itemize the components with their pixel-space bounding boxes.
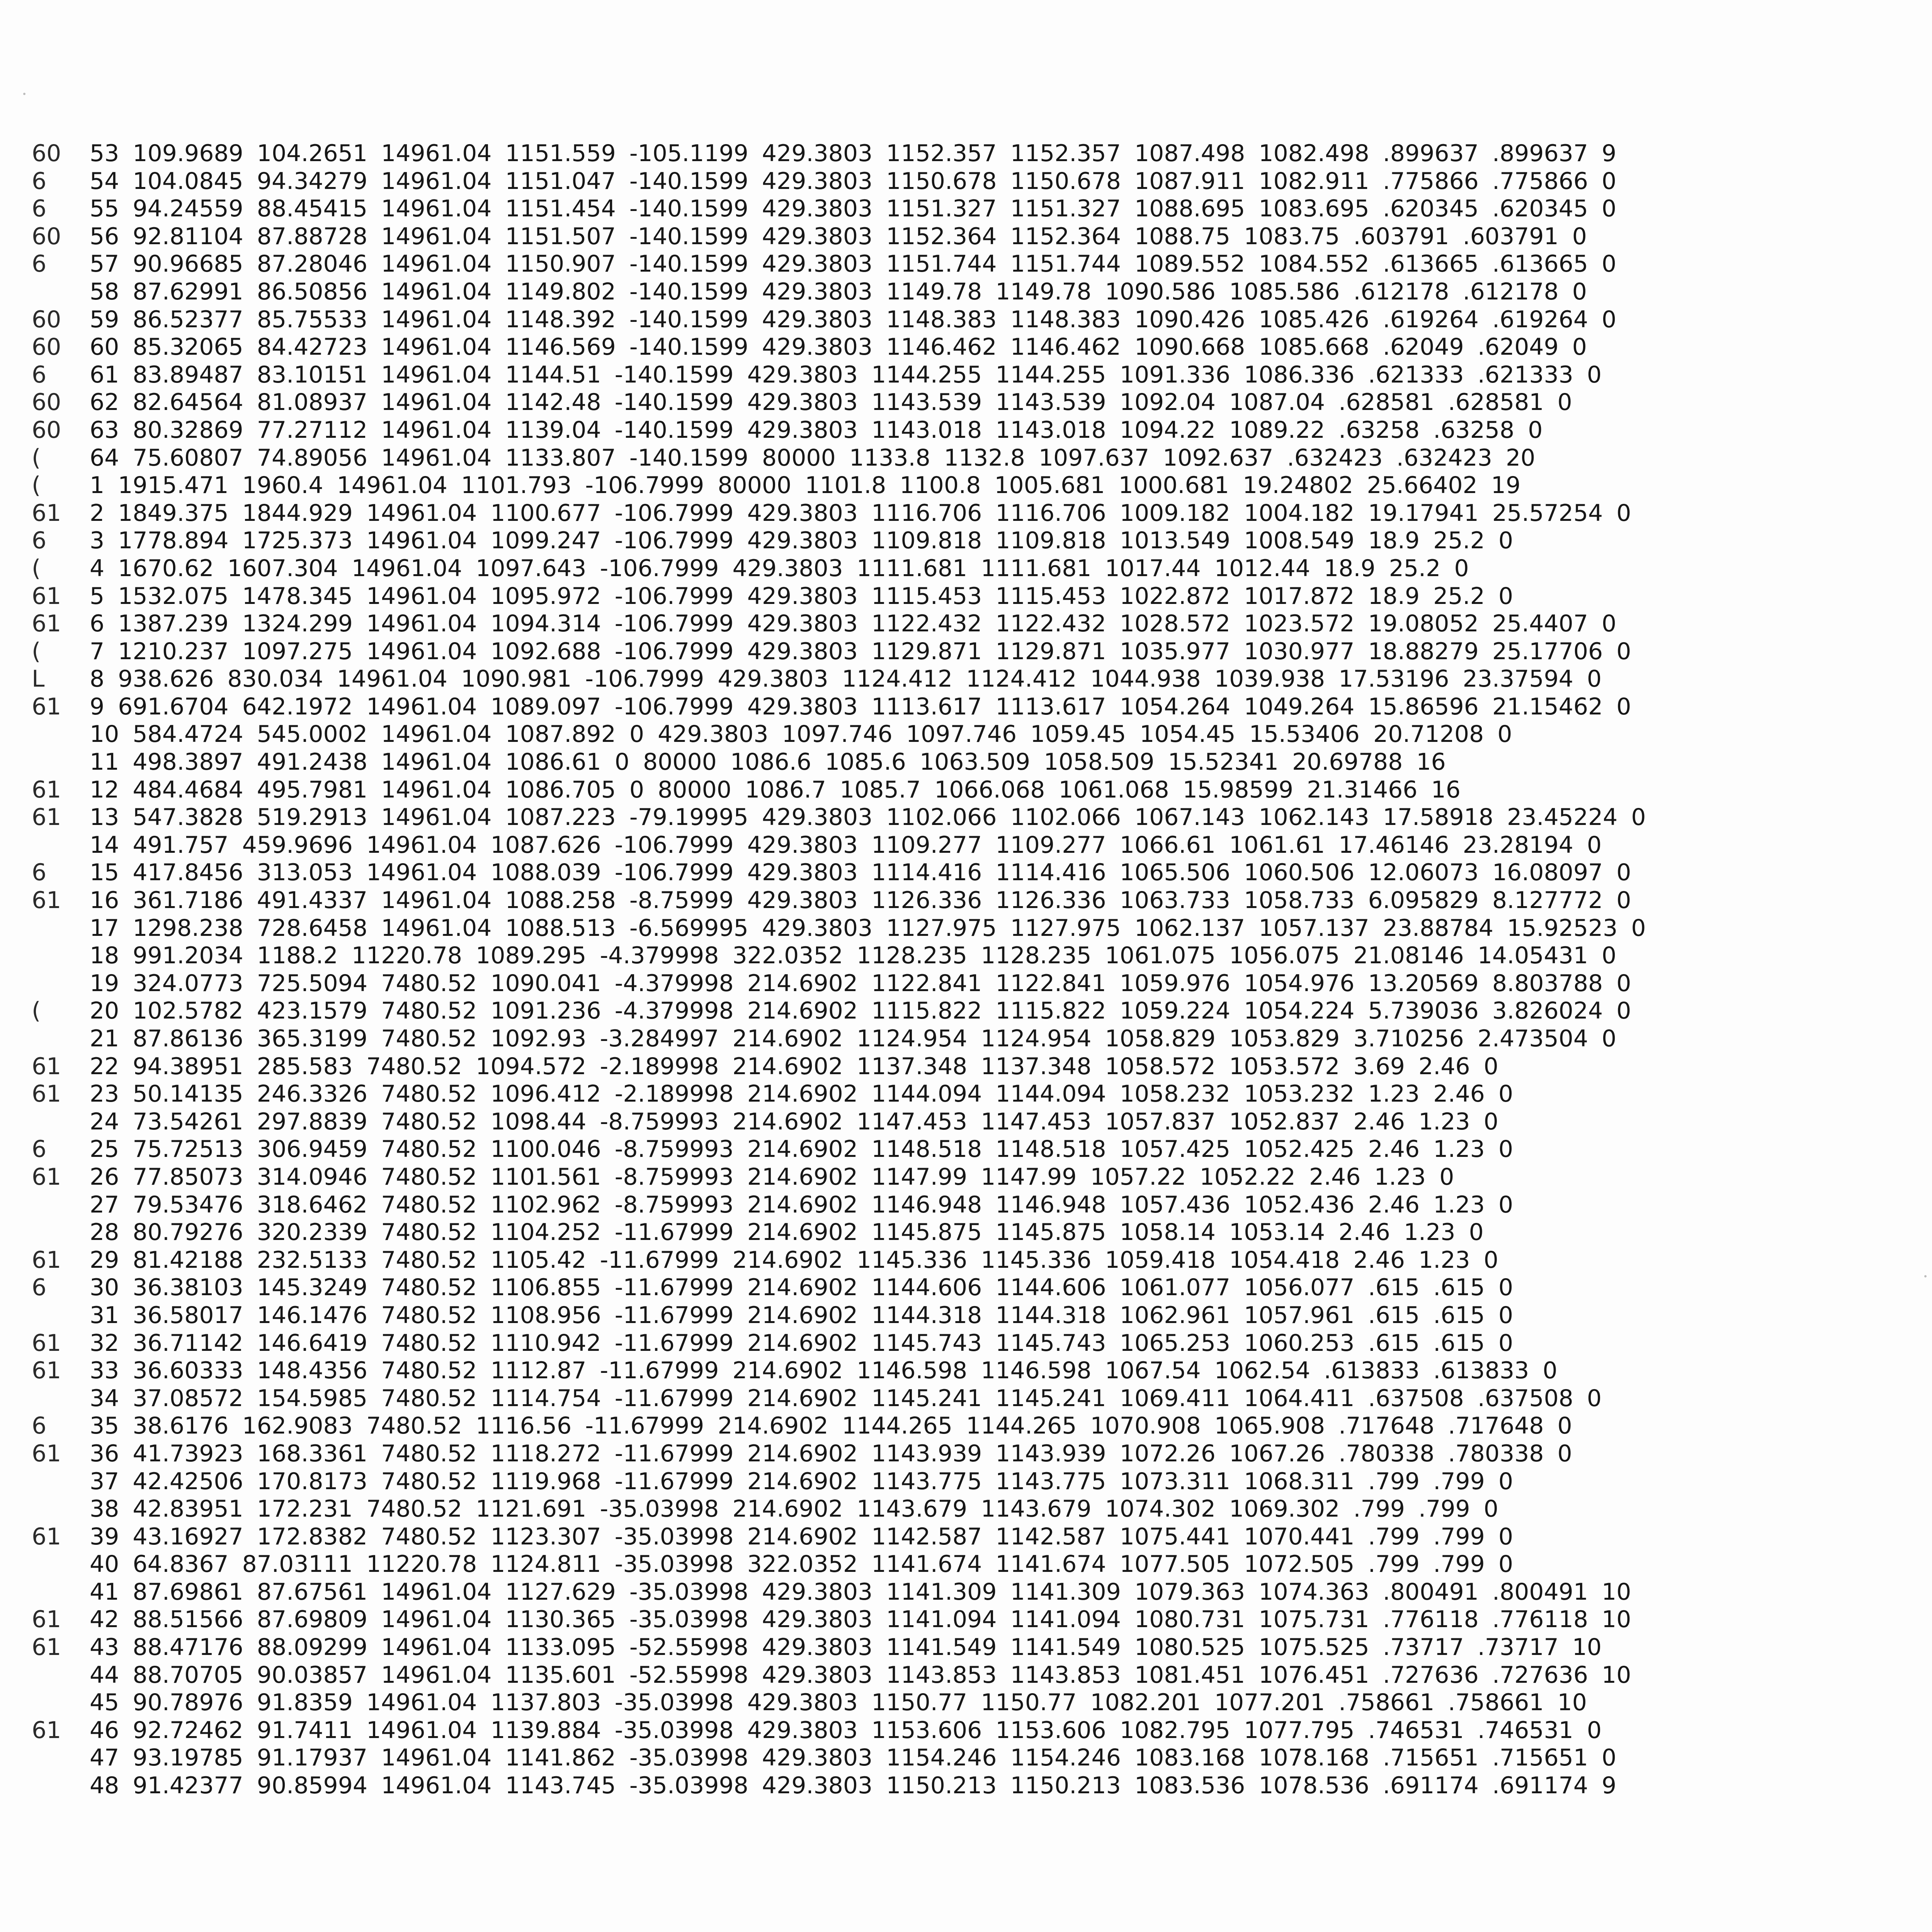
margin-note: 61 bbox=[32, 1523, 61, 1550]
row-values: 14 491.757 459.9696 14961.04 1087.626 -106.7999 429.3803 1109.277 1109.277 1066.61 1061.61 17.46146 23.28194 0 bbox=[90, 831, 1602, 859]
row-values: 26 77.85073 314.0946 7480.52 1101.561 -8.759993 214.6902 1147.99 1147.99 1057.22 1052.22 2.46 1.23 0 bbox=[90, 1163, 1454, 1190]
margin-note: 61 bbox=[32, 1634, 61, 1661]
margin-note: 61 bbox=[32, 776, 61, 803]
row-values: 23 50.14135 246.3326 7480.52 1096.412 -2.189998 214.6902 1144.094 1144.094 1058.232 1053.232 1.23 2.46 0 bbox=[90, 1080, 1514, 1108]
margin-note: 6 bbox=[32, 527, 47, 554]
margin-note: 61 bbox=[32, 1329, 61, 1357]
margin-note: 61 bbox=[32, 1440, 61, 1467]
row-values: 44 88.70705 90.03857 14961.04 1135.601 -52.55998 429.3803 1143.853 1143.853 1081.451 1076.451 .727636 .727636 10 bbox=[90, 1661, 1631, 1689]
margin-note: ( bbox=[32, 997, 41, 1025]
margin-note: ( bbox=[32, 638, 41, 665]
row-values: 27 79.53476 318.6462 7480.52 1102.962 -8.759993 214.6902 1146.948 1146.948 1057.436 1052.436 2.46 1.23 0 bbox=[90, 1191, 1514, 1218]
margin-note: 60 bbox=[32, 416, 61, 444]
row-values: 45 90.78976 91.8359 14961.04 1137.803 -35.03998 429.3803 1150.77 1150.77 1082.201 1077.201 .758661 .758661 10 bbox=[90, 1689, 1587, 1716]
margin-note: 61 bbox=[32, 1357, 61, 1384]
row-values: 2 1849.375 1844.929 14961.04 1100.677 -106.7999 429.3803 1116.706 1116.706 1009.182 1004.182 19.17941 25.57254 0 bbox=[90, 499, 1631, 527]
margin-note: 6 bbox=[32, 1136, 47, 1163]
row-values: 28 80.79276 320.2339 7480.52 1104.252 -11.67999 214.6902 1145.875 1145.875 1058.14 1053.14 2.46 1.23 0 bbox=[90, 1219, 1484, 1246]
row-values: 36 41.73923 168.3361 7480.52 1118.272 -11.67999 214.6902 1143.939 1143.939 1072.26 1067.26 .780338 .780338 0 bbox=[90, 1440, 1572, 1467]
row-values: 57 90.96685 87.28046 14961.04 1150.907 -140.1599 429.3803 1151.744 1151.744 1089.552 1084.552 .613665 .613665 0 bbox=[90, 250, 1617, 278]
row-values: 54 104.0845 94.34279 14961.04 1151.047 -140.1599 429.3803 1150.678 1150.678 1087.911 1082.911 .775866 .775866 0 bbox=[90, 167, 1617, 195]
margin-note: 61 bbox=[32, 1606, 61, 1633]
row-values: 8 938.626 830.034 14961.04 1090.981 -106.7999 429.3803 1124.412 1124.412 1044.938 1039.938 17.53196 23.37594 0 bbox=[90, 665, 1602, 693]
row-values: 33 36.60333 148.4356 7480.52 1112.87 -11.67999 214.6902 1146.598 1146.598 1067.54 1062.54 .613833 .613833 0 bbox=[90, 1357, 1558, 1384]
margin-note: 61 bbox=[32, 1716, 61, 1744]
margin-note: 6 bbox=[32, 1274, 47, 1301]
row-values: 56 92.81104 87.88728 14961.04 1151.507 -140.1599 429.3803 1152.364 1152.364 1088.75 1083.75 .603791 .603791 0 bbox=[90, 223, 1587, 250]
row-values: 61 83.89487 83.10151 14961.04 1144.51 -140.1599 429.3803 1144.255 1144.255 1091.336 1086.336 .621333 .621333 0 bbox=[90, 361, 1602, 388]
row-values: 47 93.19785 91.17937 14961.04 1141.862 -35.03998 429.3803 1154.246 1154.246 1083.168 1078.168 .715651 .715651 0 bbox=[90, 1744, 1617, 1772]
row-values: 20 102.5782 423.1579 7480.52 1091.236 -4.379998 214.6902 1115.822 1115.822 1059.224 1054.224 5.739036 3.826024 0 bbox=[90, 997, 1631, 1025]
margin-note: 61 bbox=[32, 693, 61, 720]
margin-note: 61 bbox=[32, 582, 61, 610]
row-values: 41 87.69861 87.67561 14961.04 1127.629 -35.03998 429.3803 1141.309 1141.309 1079.363 1074.363 .800491 .800491 10 bbox=[90, 1578, 1631, 1605]
margin-note: 61 bbox=[32, 887, 61, 914]
row-values: 55 94.24559 88.45415 14961.04 1151.454 -140.1599 429.3803 1151.327 1151.327 1088.695 1083.695 .620345 .620345 0 bbox=[90, 195, 1617, 223]
margin-note: 6 bbox=[32, 361, 47, 388]
row-values: 58 87.62991 86.50856 14961.04 1149.802 -140.1599 429.3803 1149.78 1149.78 1090.586 1085.586 .612178 .612178 0 bbox=[90, 278, 1587, 305]
row-values: 53 109.9689 104.2651 14961.04 1151.559 -105.1199 429.3803 1152.357 1152.357 1087.498 1082.498 .899637 .899637 9 bbox=[90, 140, 1617, 167]
row-values: 38 42.83951 172.231 7480.52 1121.691 -35.03998 214.6902 1143.679 1143.679 1074.302 1069.302 .799 .799 0 bbox=[90, 1495, 1498, 1523]
row-values: 46 92.72462 91.7411 14961.04 1139.884 -35.03998 429.3803 1153.606 1153.606 1082.795 1077.795 .746531 .746531 0 bbox=[90, 1716, 1602, 1744]
row-values: 64 75.60807 74.89056 14961.04 1133.807 -140.1599 80000 1133.8 1132.8 1097.637 1092.637 .632423 .632423 20 bbox=[90, 444, 1536, 471]
row-values: 59 86.52377 85.75533 14961.04 1148.392 -140.1599 429.3803 1148.383 1148.383 1090.426 1085.426 .619264 .619264 0 bbox=[90, 306, 1617, 333]
margin-note: 60 bbox=[32, 389, 61, 416]
row-values: 43 88.47176 88.09299 14961.04 1133.095 -52.55998 429.3803 1141.549 1141.549 1080.525 1075.525 .73717 .73717 10 bbox=[90, 1634, 1602, 1661]
row-values: 12 484.4684 495.7981 14961.04 1086.705 0 80000 1086.7 1085.7 1066.068 1061.068 15.98599 21.31466 16 bbox=[90, 776, 1461, 803]
row-values: 3 1778.894 1725.373 14961.04 1099.247 -106.7999 429.3803 1109.818 1109.818 1013.549 1008.549 18.9 25.2 0 bbox=[90, 527, 1514, 554]
margin-note: 60 bbox=[32, 333, 61, 361]
row-values: 9 691.6704 642.1972 14961.04 1089.097 -106.7999 429.3803 1113.617 1113.617 1054.264 1049.264 15.86596 21.15462 0 bbox=[90, 693, 1631, 720]
margin-note: 61 bbox=[32, 1080, 61, 1108]
scan-speck bbox=[23, 93, 26, 95]
row-values: 22 94.38951 285.583 7480.52 1094.572 -2.189998 214.6902 1137.348 1137.348 1058.572 1053.572 3.69 2.46 0 bbox=[90, 1053, 1498, 1080]
margin-note: 61 bbox=[32, 1053, 61, 1080]
margin-note: 61 bbox=[32, 499, 61, 527]
row-values: 24 73.54261 297.8839 7480.52 1098.44 -8.759993 214.6902 1147.453 1147.453 1057.837 1052.837 2.46 1.23 0 bbox=[90, 1108, 1498, 1135]
row-values: 31 36.58017 146.1476 7480.52 1108.956 -11.67999 214.6902 1144.318 1144.318 1062.961 1057.961 .615 .615 0 bbox=[90, 1301, 1514, 1329]
row-values: 60 85.32065 84.42723 14961.04 1146.569 -140.1599 429.3803 1146.462 1146.462 1090.668 1085.668 .62049 .62049 0 bbox=[90, 333, 1587, 361]
row-values: 25 75.72513 306.9459 7480.52 1100.046 -8.759993 214.6902 1148.518 1148.518 1057.425 1052.425 2.46 1.23 0 bbox=[90, 1136, 1514, 1163]
row-values: 29 81.42188 232.5133 7480.52 1105.42 -11.67999 214.6902 1145.336 1145.336 1059.418 1054.418 2.46 1.23 0 bbox=[90, 1246, 1498, 1274]
margin-note: 61 bbox=[32, 610, 61, 638]
row-values: 10 584.4724 545.0002 14961.04 1087.892 0 429.3803 1097.746 1097.746 1059.45 1054.45 15.53406 20.71208 0 bbox=[90, 721, 1512, 748]
margin-note: 60 bbox=[32, 223, 61, 250]
row-values: 7 1210.237 1097.275 14961.04 1092.688 -106.7999 429.3803 1129.871 1129.871 1035.977 1030.977 18.88279 25.17706 0 bbox=[90, 638, 1631, 665]
row-values: 40 64.8367 87.03111 11220.78 1124.811 -35.03998 322.0352 1141.674 1141.674 1077.505 1072.505 .799 .799 0 bbox=[90, 1551, 1514, 1578]
margin-note: 6 bbox=[32, 250, 47, 278]
margin-note: L bbox=[32, 665, 45, 693]
row-values: 17 1298.238 728.6458 14961.04 1088.513 -6.569995 429.3803 1127.975 1127.975 1062.137 1057.137 23.88784 15.92523 0 bbox=[90, 914, 1646, 942]
margin-note: 61 bbox=[32, 804, 61, 831]
row-values: 62 82.64564 81.08937 14961.04 1142.48 -140.1599 429.3803 1143.539 1143.539 1092.04 1087.04 .628581 .628581 0 bbox=[90, 389, 1572, 416]
row-values: 35 38.6176 162.9083 7480.52 1116.56 -11.67999 214.6902 1144.265 1144.265 1070.908 1065.908 .717648 .717648 0 bbox=[90, 1412, 1572, 1440]
margin-note: 6 bbox=[32, 1412, 47, 1440]
margin-note: 6 bbox=[32, 167, 47, 195]
row-values: 48 91.42377 90.85994 14961.04 1143.745 -35.03998 429.3803 1150.213 1150.213 1083.536 1078.536 .691174 .691174 9 bbox=[90, 1772, 1617, 1799]
scan-speck bbox=[1924, 1275, 1927, 1277]
margin-note: 60 bbox=[32, 306, 61, 333]
row-values: 4 1670.62 1607.304 14961.04 1097.643 -106.7999 429.3803 1111.681 1111.681 1017.44 1012.44 18.9 25.2 0 bbox=[90, 554, 1469, 582]
margin-note: 6 bbox=[32, 859, 47, 886]
row-values: 15 417.8456 313.053 14961.04 1088.039 -106.7999 429.3803 1114.416 1114.416 1065.506 1060.506 12.06073 16.08097 0 bbox=[90, 859, 1631, 886]
row-values: 63 80.32869 77.27112 14961.04 1139.04 -140.1599 429.3803 1143.018 1143.018 1094.22 1089.22 .63258 .63258 0 bbox=[90, 416, 1543, 444]
margin-note: ( bbox=[32, 472, 41, 499]
row-values: 16 361.7186 491.4337 14961.04 1088.258 -8.75999 429.3803 1126.336 1126.336 1063.733 1058.733 6.095829 8.127772 0 bbox=[90, 887, 1631, 914]
row-values: 18 991.2034 1188.2 11220.78 1089.295 -4.379998 322.0352 1128.235 1128.235 1061.075 1056.075 21.08146 14.05431 0 bbox=[90, 942, 1617, 969]
row-values: 39 43.16927 172.8382 7480.52 1123.307 -35.03998 214.6902 1142.587 1142.587 1075.441 1070.441 .799 .799 0 bbox=[90, 1523, 1514, 1550]
margin-note: 6 bbox=[32, 195, 47, 223]
row-values: 19 324.0773 725.5094 7480.52 1090.041 -4.379998 214.6902 1122.841 1122.841 1059.976 1054.976 13.20569 8.803788 0 bbox=[90, 969, 1631, 997]
row-values: 1 1915.471 1960.4 14961.04 1101.793 -106.7999 80000 1101.8 1100.8 1005.681 1000.681 19.24802 25.66402 19 bbox=[90, 472, 1521, 499]
row-values: 11 498.3897 491.2438 14961.04 1086.61 0 80000 1086.6 1085.6 1063.509 1058.509 15.52341 20.69788 16 bbox=[90, 748, 1446, 776]
row-values: 32 36.71142 146.6419 7480.52 1110.942 -11.67999 214.6902 1145.743 1145.743 1065.253 1060.253 .615 .615 0 bbox=[90, 1329, 1514, 1357]
row-values: 37 42.42506 170.8173 7480.52 1119.968 -11.67999 214.6902 1143.775 1143.775 1073.311 1068.311 .799 .799 0 bbox=[90, 1468, 1514, 1495]
margin-note: 61 bbox=[32, 1163, 61, 1190]
row-values: 42 88.51566 87.69809 14961.04 1130.365 -35.03998 429.3803 1141.094 1141.094 1080.731 1075.731 .776118 .776118 10 bbox=[90, 1606, 1631, 1633]
row-values: 6 1387.239 1324.299 14961.04 1094.314 -106.7999 429.3803 1122.432 1122.432 1028.572 1023.572 19.08052 25.4407 0 bbox=[90, 610, 1617, 638]
margin-note: ( bbox=[32, 554, 41, 582]
row-values: 21 87.86136 365.3199 7480.52 1092.93 -3.284997 214.6902 1124.954 1124.954 1058.829 1053.829 3.710256 2.473504 0 bbox=[90, 1025, 1617, 1052]
row-values: 30 36.38103 145.3249 7480.52 1106.855 -11.67999 214.6902 1144.606 1144.606 1061.077 1056.077 .615 .615 0 bbox=[90, 1274, 1514, 1301]
row-values: 34 37.08572 154.5985 7480.52 1114.754 -11.67999 214.6902 1145.241 1145.241 1069.411 1064.411 .637508 .637508 0 bbox=[90, 1384, 1602, 1412]
margin-note: 60 bbox=[32, 140, 61, 167]
margin-note: 61 bbox=[32, 1246, 61, 1274]
margin-note: ( bbox=[32, 444, 41, 471]
row-values: 5 1532.075 1478.345 14961.04 1095.972 -106.7999 429.3803 1115.453 1115.453 1022.872 1017.872 18.9 25.2 0 bbox=[90, 582, 1514, 610]
row-values: 13 547.3828 519.2913 14961.04 1087.223 -79.19995 429.3803 1102.066 1102.066 1067.143 1062.143 17.58918 23.45224 0 bbox=[90, 804, 1646, 831]
